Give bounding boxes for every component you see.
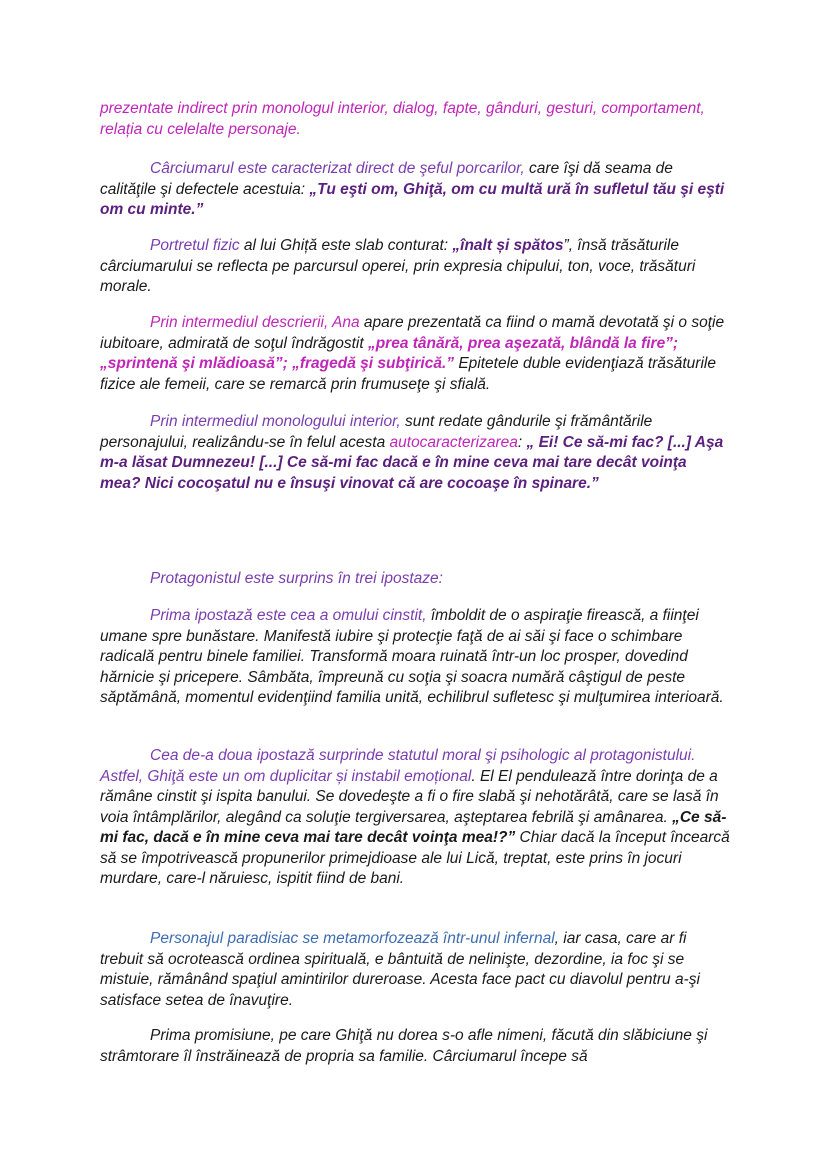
paragraph-first-hypostasis — [100, 606, 730, 709]
highlight-text: Portretul fizic — [150, 237, 240, 254]
body-text: Epitetele duble evidenţiază trăsăturile fizice ale femeii, care se remarcă prin frumuseţe şi sfială. — [100, 355, 716, 393]
highlight-text: Cea de-a doua ipostază surprinde statutul moral şi psihologic al protagonistului. Astfel, Ghiţă este un om duplicitar și instabil emoțional — [100, 747, 696, 785]
body-text: sunt redate gândurile şi frământările personajului, realizându-se în felul acesta — [100, 413, 653, 451]
body-text: apare prezentată ca fiind o mamă devotată şi o soţie iubitoare, admirată de soţul îndrăgostit — [100, 314, 725, 352]
highlight-text: Prin intermediul descrierii, Ana — [150, 314, 360, 331]
body-text: : — [517, 433, 527, 451]
body-text: al lui Ghiță este slab conturat: — [239, 237, 453, 254]
paragraph-first-promise — [100, 1026, 730, 1067]
paragraph-interior-monologue — [100, 412, 730, 494]
quote-text: „Ce să-mi fac, dacă e în mine ceva mai tare decât voinţa mea!?” — [100, 808, 727, 846]
body-text: , iar casa, care ar fi trebuit să ocrotească ordinea spirituală, e bântuită de nelinişte, dezordine, ia foc şi se mistuie, rămânând spaţiul amintirilor dureroase. Acesta face pact cu diavolul pentru a-şi satisface setea de înavuţire. — [100, 930, 700, 1009]
paragraph-physical-portrait — [100, 236, 730, 298]
body-text: . El El pendulează între dorinţa de a rămâne cinstit şi ispita banului. Se dovedeşte a fi o fire slabă şi nehotărâtă, care se lasă în voia întâmplărilor, alegând ca soluţie tergiversarea, aşteptarea febrilă şi amânarea. — [100, 767, 719, 826]
body-text: care îşi dă seama de calităţile şi defectele acestuia: — [100, 160, 673, 198]
quote-text: „înalt și spătos — [452, 237, 564, 254]
highlight-text: Personajul paradisiac se metamorfozează într-unul infernal — [150, 930, 555, 947]
body-text: Prima promisiune, pe care Ghiţă nu dorea s-o afle nimeni, făcută din slăbiciune şi strâmtorare îl înstrăinează de propria sa familie. Cârciumarul începe să — [100, 1027, 708, 1065]
highlight-text: Cârciumarul este caracterizat direct de şeful porcarilor, — [150, 160, 525, 177]
body-text: îmboldit de o aspiraţie firească, a fiinţei umane spre bunăstare. Manifestă iubire şi protecţie faţă de ai săi şi face o schimbare radicală pentru binele familiei. Transformă moara ruinată într-un loc prosper, dovedind hărnicie şi pricepere. Sâmbăta, împreună cu soţia şi soacra numără câştigul de peste săptămână, momentul evidenţiind familia unită, echilibrul sufletesc şi mulţumirea interioară. — [100, 607, 724, 706]
quote-text: „ Ei! Ce să-mi fac? [...] Aşa m-a lăsat Dumnezeu! [...] Ce să-mi fac dacă e în mine ceva mai tare decât voinţa mea? Nici cocoşatul nu e însuşi vinovat că are cocoaşe în spinare.” — [100, 433, 724, 492]
paragraph-second-hypostasis — [100, 746, 730, 890]
paragraph-direct-characterization — [100, 159, 730, 221]
paragraph-metamorphosis — [100, 929, 730, 1011]
section-heading: Protagonistul este surprins în trei ipostaze: — [150, 570, 443, 587]
paragraph-ana-description — [100, 313, 730, 395]
body-text: Chiar dacă la început încearcă să se împotrivească propunerilor primejdioase ale lui Lică, treptat, este prins în jocuri murdare, care-l năruiesc, ispitit fiind de bani. — [100, 829, 730, 887]
body-text: ”, însă trăsăturile cârciumarului se reflecta pe parcursul operei, prin expresia chipului, ton, voce, trăsături morale. — [100, 237, 696, 295]
quote-text: „prea tânără, prea aşezată, blândă la fire”; „sprintenă şi mlădioasă”; „fragedă şi subţirică.” — [100, 334, 679, 372]
highlight-text: Prin intermediul monologului interior, — [150, 413, 401, 430]
highlight-text: Prima ipostază este cea a omului cinstit, — [150, 607, 427, 624]
paragraph-three-hypostases — [100, 569, 730, 590]
highlight-text: autocaracterizarea — [389, 433, 518, 451]
paragraph-intro-continuation — [100, 99, 730, 140]
quote-text: „Tu eşti om, Ghiţă, om cu multă ură în sufletul tău şi eşti om cu minte.” — [100, 180, 725, 218]
intro-text: prezentate indirect prin monologul interior, dialog, fapte, gânduri, gesturi, comportament, relația cu celelalte personaje. — [100, 100, 705, 138]
